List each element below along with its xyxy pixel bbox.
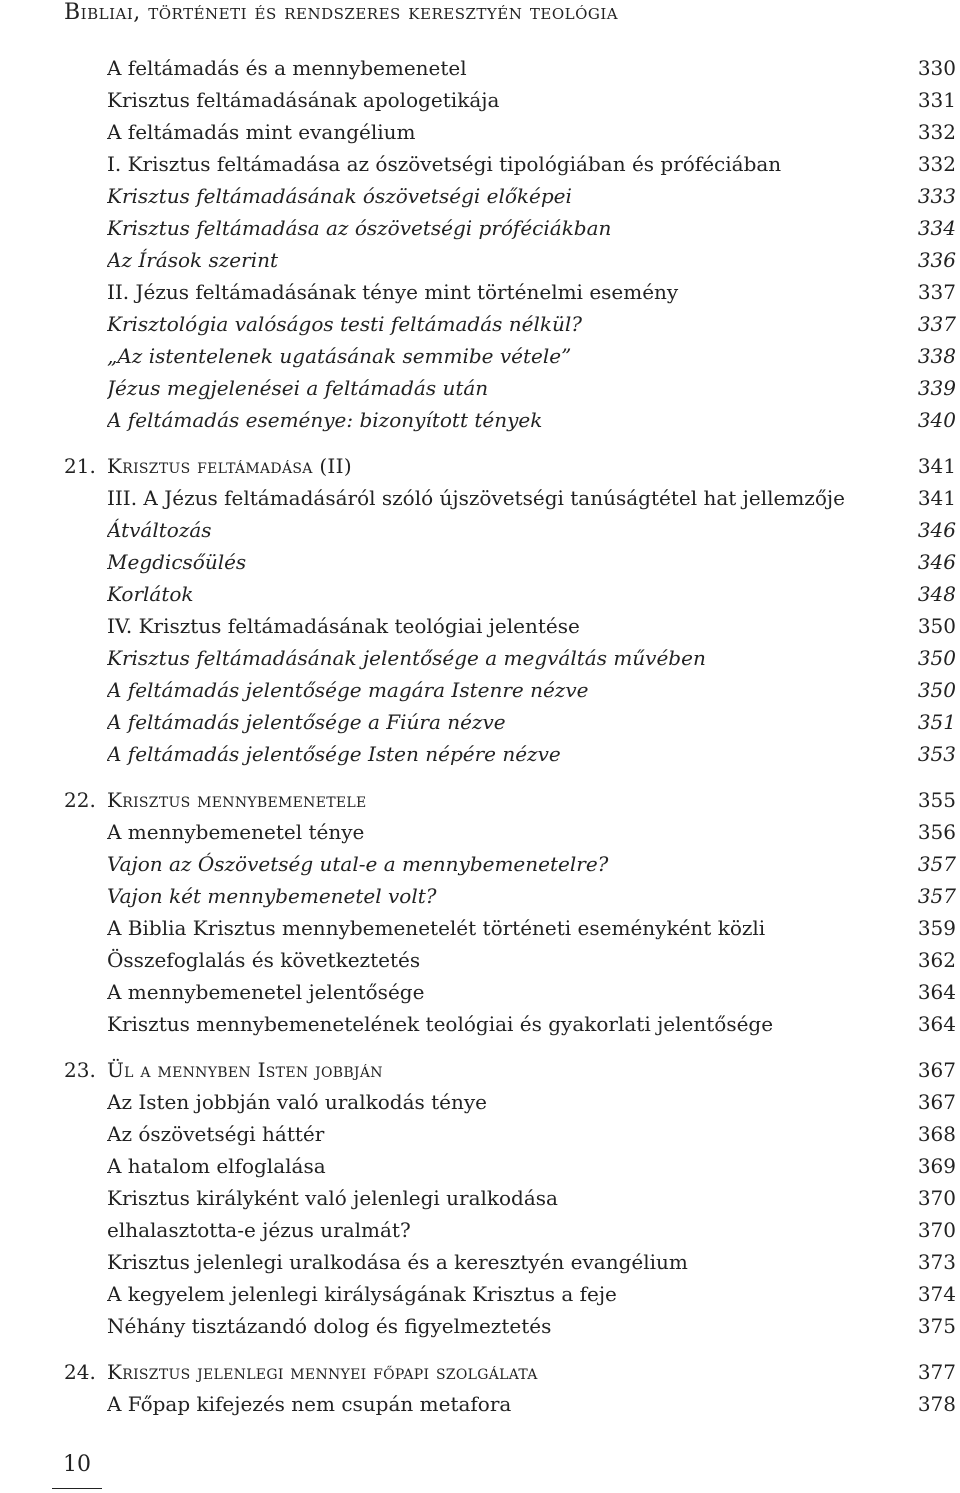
- chapter-title: Krisztus jelenlegi mennyei főpapi szolgálata: [107, 1360, 538, 1384]
- chapter-number: 23.: [64, 1058, 96, 1082]
- toc-entry: [64, 1090, 956, 1122]
- entry-title: Az ószövetségi háttér: [107, 1122, 325, 1146]
- toc-subentry: [64, 678, 956, 710]
- toc-entry: [64, 1186, 956, 1218]
- toc-subentry: [64, 216, 956, 248]
- entry-page-number: 346: [917, 518, 956, 542]
- entry-title: Összefoglalás és következtetés: [107, 948, 421, 972]
- entry-page-number: 375: [917, 1314, 956, 1338]
- toc-entry: [64, 1122, 956, 1154]
- entry-title: „Az istentelenek ugatásának semmibe vétele”: [107, 344, 572, 368]
- chapter-number: 21.: [64, 454, 96, 478]
- chapter-page-number: 367: [917, 1058, 956, 1082]
- entry-title: Néhány tisztázandó dolog és figyelmeztetés: [107, 1314, 552, 1338]
- entry-title: A feltámadás eseménye: bizonyított tények: [107, 408, 543, 432]
- entry-title: Jézus megjelenései a feltámadás után: [107, 376, 489, 400]
- entry-title: A feltámadás és a mennybemenetel: [107, 56, 467, 80]
- entry-page-number: 338: [917, 344, 956, 368]
- toc-subentry: [64, 742, 956, 774]
- entry-title: elhalasztotta-e jézus uralmát?: [107, 1218, 411, 1242]
- toc-group: [64, 454, 956, 774]
- entry-title: A feltámadás jelentősége Isten népére nézve: [107, 742, 561, 766]
- chapter-page-number: 377: [917, 1360, 956, 1384]
- toc-subentry: [64, 582, 956, 614]
- toc-group: [64, 56, 956, 440]
- toc-subentry: [64, 550, 956, 582]
- chapter-title-wrap: [64, 1360, 906, 1384]
- entry-page-number: 336: [917, 248, 956, 272]
- toc-subentry: [64, 710, 956, 742]
- entry-page-number: 330: [917, 56, 956, 80]
- toc-entry: [64, 486, 956, 518]
- table-of-contents: [64, 56, 956, 1438]
- toc-entry: [64, 120, 956, 152]
- entry-page-number: 351: [917, 710, 956, 734]
- entry-title: A feltámadás jelentősége magára Istenre nézve: [107, 678, 589, 702]
- chapter-title: Krisztus feltámadása (II): [107, 454, 352, 478]
- entry-title: A feltámadás mint evangélium: [107, 120, 416, 144]
- entry-page-number: 364: [917, 1012, 956, 1036]
- entry-title: Krisztus királyként való jelenlegi uralkodása: [107, 1186, 558, 1210]
- entry-title: A mennybemenetel jelentősége: [107, 980, 425, 1004]
- entry-title: Az Írások szerint: [107, 248, 279, 272]
- entry-page-number: 334: [917, 216, 956, 240]
- entry-title: I. Krisztus feltámadása az ószövetségi tipológiában és próféciában: [107, 152, 782, 176]
- entry-title: II. Jézus feltámadásának ténye mint történelmi esemény: [107, 280, 679, 304]
- toc-entry: [64, 152, 956, 184]
- toc-group: [64, 1058, 956, 1346]
- entry-page-number: 373: [917, 1250, 956, 1274]
- entry-page-number: 374: [917, 1282, 956, 1306]
- entry-page-number: 332: [917, 152, 956, 176]
- entry-page-number: 368: [917, 1122, 956, 1146]
- entry-title: A feltámadás jelentősége a Fiúra nézve: [107, 710, 506, 734]
- toc-subentry: [64, 376, 956, 408]
- entry-page-number: 359: [917, 916, 956, 940]
- toc-entry: [64, 280, 956, 312]
- entry-title: Az Isten jobbján való uralkodás ténye: [107, 1090, 487, 1114]
- chapter-heading: [64, 788, 956, 820]
- toc-entry: [64, 1218, 956, 1250]
- chapter-heading: [64, 1058, 956, 1090]
- entry-page-number: 364: [917, 980, 956, 1004]
- entry-title: Krisztus feltámadásának apologetikája: [107, 88, 500, 112]
- chapter-title-wrap: [64, 454, 906, 478]
- toc-subentry: [64, 248, 956, 280]
- entry-title: Átváltozás: [107, 518, 212, 542]
- entry-title: Krisztus feltámadásának jelentősége a megváltás művében: [107, 646, 706, 670]
- entry-page-number: 362: [917, 948, 956, 972]
- entry-title: IV. Krisztus feltámadásának teológiai jelentése: [107, 614, 580, 638]
- entry-title: Krisztus feltámadásának ószövetségi előképei: [107, 184, 572, 208]
- entry-page-number: 350: [917, 646, 956, 670]
- toc-entry: [64, 1282, 956, 1314]
- entry-title: A hatalom elfoglalása: [107, 1154, 326, 1178]
- chapter-heading: [64, 454, 956, 486]
- folio-rule: [52, 1488, 102, 1489]
- toc-subentry: [64, 852, 956, 884]
- toc-group: [64, 1360, 956, 1424]
- chapter-title: Ül a mennyben Isten jobbján: [107, 1058, 383, 1082]
- entry-page-number: 337: [917, 280, 956, 304]
- entry-page-number: 357: [917, 884, 956, 908]
- entry-page-number: 346: [917, 550, 956, 574]
- toc-entry: [64, 820, 956, 852]
- chapter-title-wrap: [64, 788, 906, 812]
- toc-subentry: [64, 184, 956, 216]
- entry-page-number: 356: [917, 820, 956, 844]
- toc-group: [64, 788, 956, 1044]
- page-number: 10: [63, 1452, 91, 1477]
- entry-page-number: 340: [917, 408, 956, 432]
- entry-title: A Főpap kifejezés nem csupán metafora: [107, 1392, 512, 1416]
- entry-page-number: 331: [917, 88, 956, 112]
- entry-page-number: 350: [917, 614, 956, 638]
- entry-page-number: 339: [917, 376, 956, 400]
- toc-subentry: [64, 344, 956, 376]
- entry-title: Megdicsőülés: [107, 550, 247, 574]
- entry-title: Krisztus feltámadása az ószövetségi próféciákban: [107, 216, 612, 240]
- chapter-heading: [64, 1360, 956, 1392]
- entry-page-number: 370: [917, 1218, 956, 1242]
- entry-page-number: 369: [917, 1154, 956, 1178]
- entry-page-number: 367: [917, 1090, 956, 1114]
- entry-page-number: 333: [917, 184, 956, 208]
- toc-subentry: [64, 312, 956, 344]
- entry-page-number: 337: [917, 312, 956, 336]
- toc-subentry: [64, 408, 956, 440]
- entry-title: A kegyelem jelenlegi királyságának Krisztus a feje: [107, 1282, 617, 1306]
- toc-subentry: [64, 884, 956, 916]
- toc-entry: [64, 980, 956, 1012]
- entry-title: Vajon az Ószövetség utal-e a mennybemenetelre?: [107, 852, 609, 876]
- toc-entry: [64, 1012, 956, 1044]
- entry-page-number: 348: [917, 582, 956, 606]
- chapter-number: 24.: [64, 1360, 96, 1384]
- toc-entry: [64, 916, 956, 948]
- chapter-number: 22.: [64, 788, 96, 812]
- entry-title: A Biblia Krisztus mennybemenetelét történeti eseményként közli: [107, 916, 766, 940]
- entry-page-number: 332: [917, 120, 956, 144]
- entry-title: Krisztológia valóságos testi feltámadás nélkül?: [107, 312, 582, 336]
- entry-page-number: 378: [917, 1392, 956, 1416]
- chapter-title: Krisztus mennybemenetele: [107, 788, 367, 812]
- running-head: Bibliai, történeti és rendszeres keresztyén teológia: [64, 0, 619, 25]
- entry-title: III. A Jézus feltámadásáról szóló újszövetségi tanúságtétel hat jellemzője: [107, 486, 845, 510]
- toc-subentry: [64, 646, 956, 678]
- entry-title: Krisztus mennybemenetelének teológiai és gyakorlati jelentősége: [107, 1012, 774, 1036]
- entry-title: Krisztus jelenlegi uralkodása és a keresztyén evangélium: [107, 1250, 688, 1274]
- toc-entry: [64, 1314, 956, 1346]
- toc-subentry: [64, 518, 956, 550]
- toc-entry: [64, 56, 956, 88]
- entry-page-number: 370: [917, 1186, 956, 1210]
- entry-page-number: 353: [917, 742, 956, 766]
- entry-title: A mennybemenetel ténye: [107, 820, 365, 844]
- entry-page-number: 357: [917, 852, 956, 876]
- toc-entry: [64, 88, 956, 120]
- toc-entry: [64, 1392, 956, 1424]
- toc-entry: [64, 948, 956, 980]
- entry-title: Korlátok: [107, 582, 194, 606]
- toc-entry: [64, 1250, 956, 1282]
- entry-page-number: 350: [917, 678, 956, 702]
- entry-title: Vajon két mennybemenetel volt?: [107, 884, 437, 908]
- entry-page-number: 341: [917, 486, 956, 510]
- chapter-title-wrap: [64, 1058, 906, 1082]
- chapter-page-number: 355: [917, 788, 956, 812]
- chapter-page-number: 341: [917, 454, 956, 478]
- toc-entry: [64, 1154, 956, 1186]
- toc-entry: [64, 614, 956, 646]
